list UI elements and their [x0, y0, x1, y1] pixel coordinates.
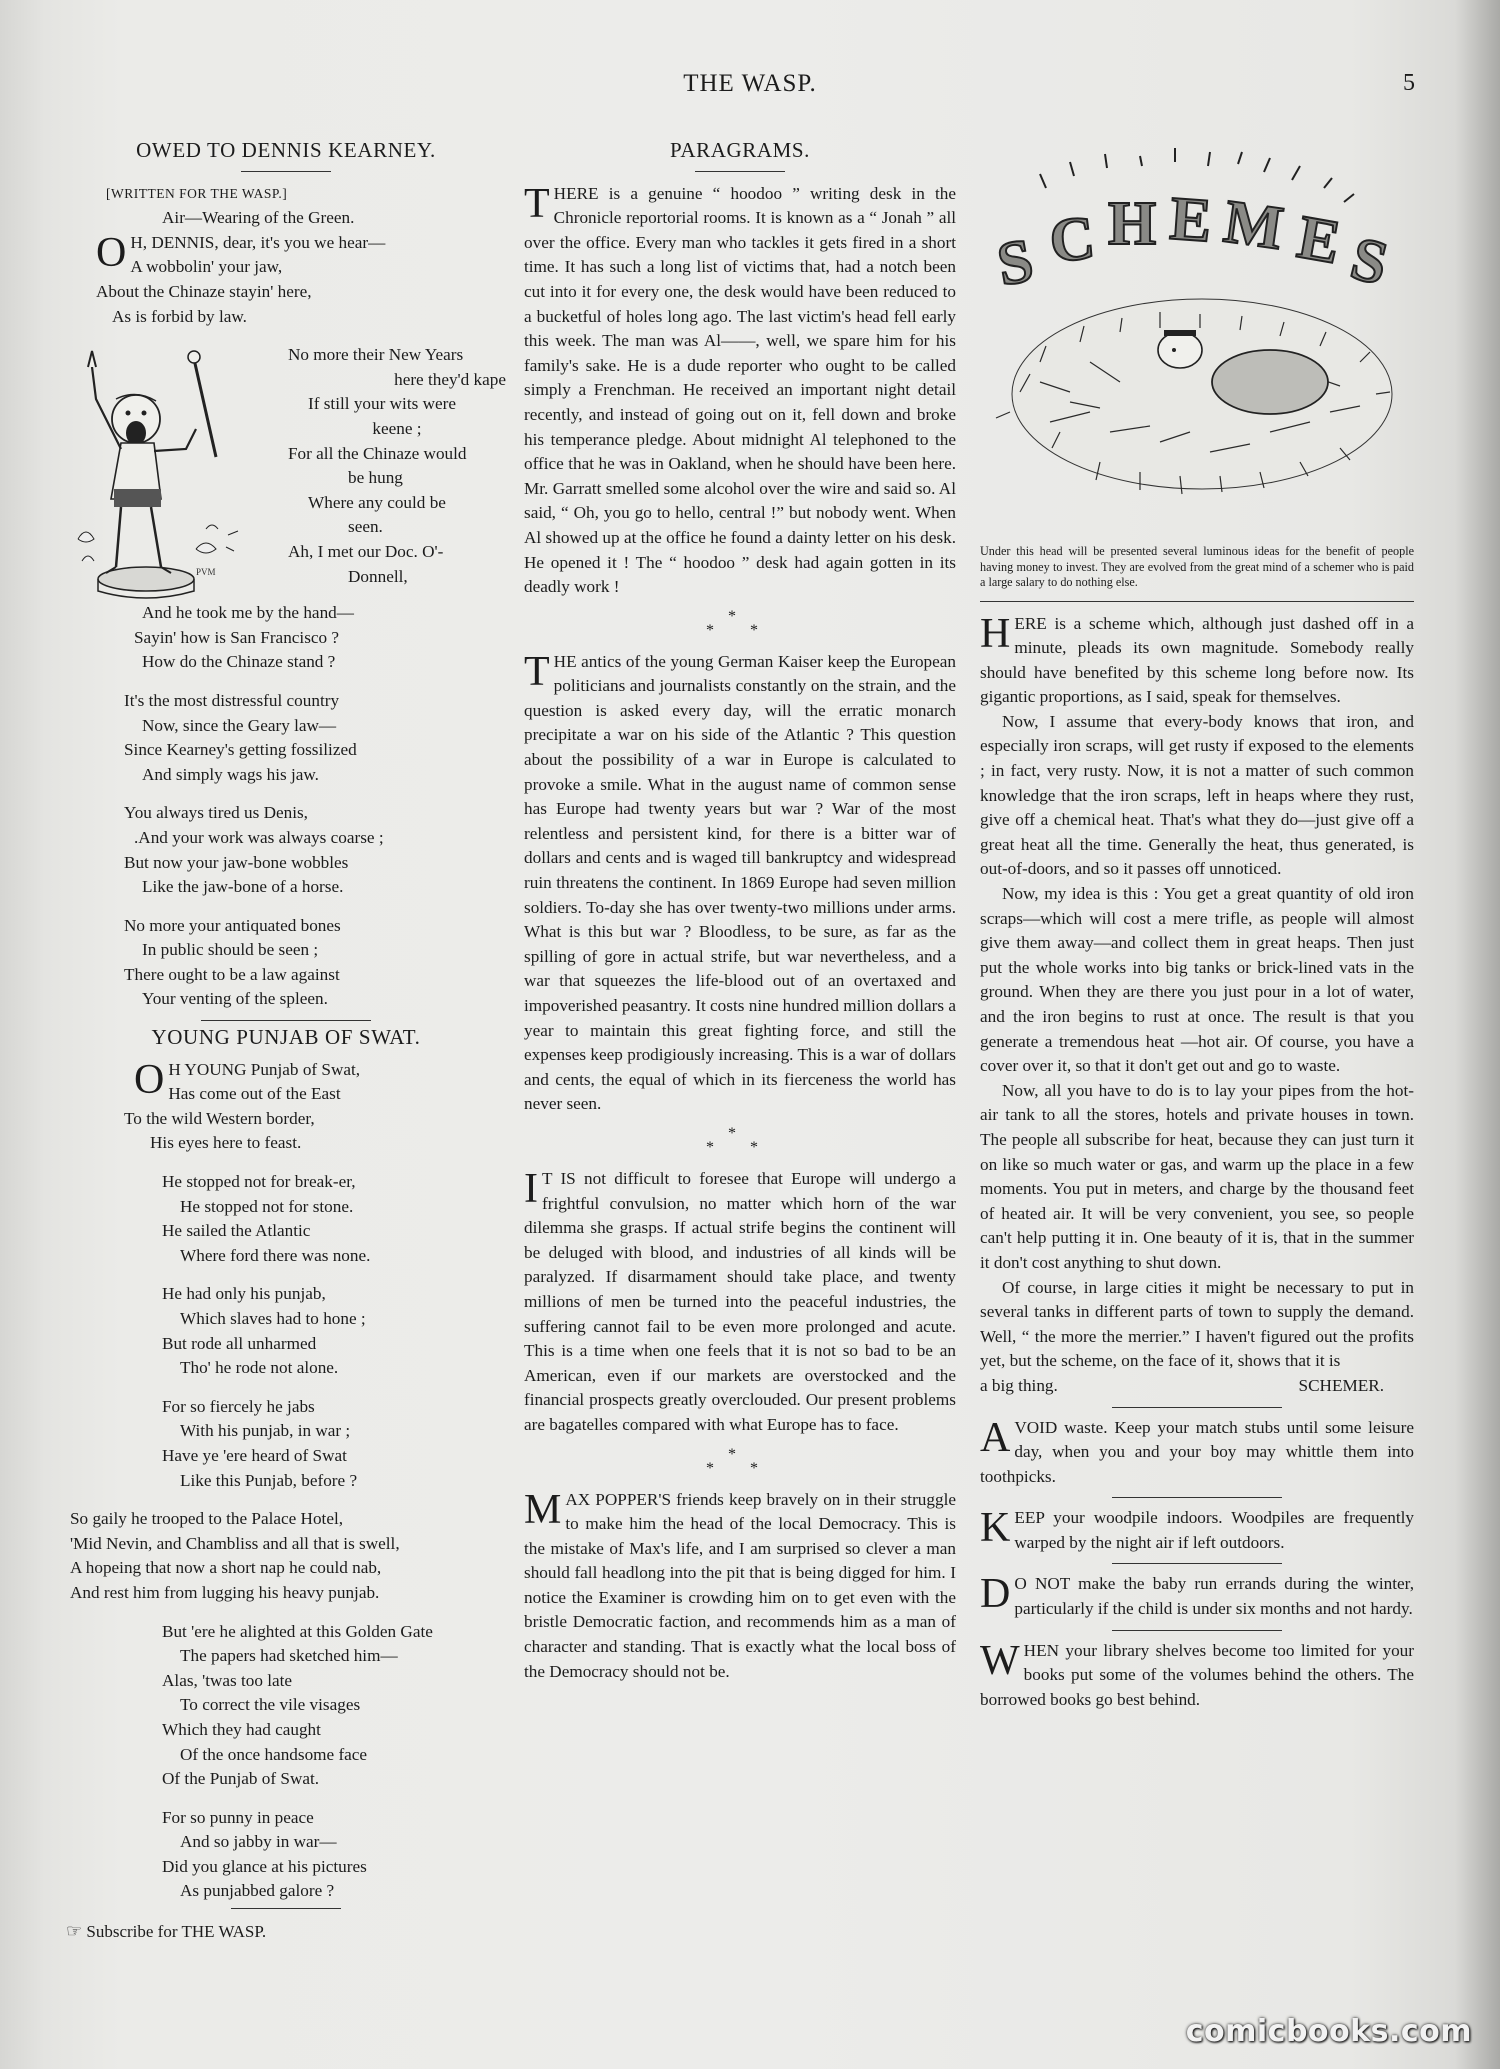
- verse-line: Of the once handsome face: [180, 1744, 368, 1764]
- illustrator-signature: PVM: [196, 567, 216, 578]
- drop-cap: M: [524, 1486, 562, 1533]
- verse-line: Tho' he rode not alone.: [180, 1358, 339, 1378]
- verse-line: Where ford there was none.: [180, 1245, 371, 1265]
- verse-line: 'Mid Nevin, and Chambliss and all that is swell,: [70, 1533, 400, 1553]
- paragraph-text: T IS not difficult to foresee that Europe will undergo a frightful convulsion, no matter which horn of the war dilemma she grasps. If actual strife begins the continent will be deluged with blood, and industries of all kinds will be paralyzed. If disarmament should take place, and twenty millions of men be turned into the peaceful industries, the suffering cannot fail to be even more prolonged and acute. This is a time when one feels that it is not so bad to be an American, even if our markets are overstocked and the financial prospects greatly overclouded. Our present problems are bagatelles compared with what Europe has to face.: [524, 1168, 956, 1434]
- poem1-beside-text: [288, 343, 506, 589]
- poem1-stanza: [124, 914, 506, 1012]
- verse-line: The papers had sketched him—: [180, 1646, 398, 1666]
- tip-paragraph: [980, 1639, 1414, 1713]
- verse-line: And so jabby in war—: [180, 1832, 337, 1852]
- verse-line: seen.: [348, 517, 383, 537]
- poem2-title: YOUNG PUNJAB OF SWAT.: [151, 1025, 421, 1050]
- drop-cap: T: [524, 648, 550, 695]
- verse-line: Sayin' how is San Francisco ?: [134, 627, 340, 647]
- verse-line: H YOUNG Punjab of Swat,: [168, 1059, 361, 1079]
- verse-line: Since Kearney's getting fossilized: [124, 740, 357, 760]
- verse-line: If still your wits were: [308, 394, 456, 414]
- verse-line: He stopped not for break-er,: [162, 1172, 356, 1192]
- verse-line: As punjabbed galore ?: [180, 1881, 335, 1901]
- tip-text: EEP your woodpile indoors. Woodpiles are frequently warped by the night air if left outdoors.: [1014, 1508, 1414, 1552]
- verse-line: For so fiercely he jabs: [162, 1396, 315, 1416]
- scheme-paragraph: Now, all you have to do is to lay your pipes from the hot-air tank to all the stores, hotels and private houses in town. The people all subscribe for heat, because they can just turn it on like so much water or gas, and warm up the place in a few moments. You put in meters, and charge by the thousand feet of heated air. It will be very convenient, you see, so people can't help putting it in. One beauty of it is, that in the summer it don't cost anything to shut down.: [980, 1080, 1414, 1272]
- verse-line: In public should be seen ;: [142, 940, 319, 960]
- column-poems: [66, 132, 506, 1945]
- scheme-paragraph: Now, my idea is this : You get a great quantity of old iron scraps—which will cost a mere trifle, as people will almost give them away—and collect them in great heaps. Then just put the whole works into big tanks or brick-lined vats in the ground. When they are there you just pour in a lot of water, and the iron begins to rust at once. The result is that you generate a tremendous heat —hot air. Of course, you have a cover over it, so that it don't get out and go to waste.: [980, 884, 1414, 1076]
- section-stars: * * *: [706, 1124, 774, 1156]
- column-schemes: [980, 132, 1414, 1720]
- section-rule: [1112, 1563, 1282, 1564]
- verse-line: Your venting of the spleen.: [142, 989, 328, 1009]
- verse-line: You always tired us Denis,: [124, 803, 308, 823]
- verse-line: To correct the vile visages: [180, 1695, 361, 1715]
- verse-line: Did you glance at his pictures: [162, 1856, 367, 1876]
- schemes-caption: Under this head will be presented several luminous ideas for the benefit of people having money to invest. They are evolved from the great mind of a schemer who is paid a large salary to do nothing else.: [980, 544, 1414, 589]
- schemes-illustration-block: [980, 132, 1414, 534]
- paragraph-text: ERE is a scheme which, although just dashed off in a minute, pleads its own magnitude. Somebody really should have benefited by this scheme long before now. Its gigantic proportions, as I said, speak for themselves.: [980, 613, 1414, 707]
- verse-line: To the wild Western border,: [124, 1108, 315, 1128]
- poem2-stanza: [162, 1395, 506, 1493]
- verse-line: Donnell,: [348, 566, 408, 586]
- section-stars: * * *: [706, 1445, 774, 1477]
- verse-line: And simply wags his jaw.: [142, 764, 319, 784]
- verse-line: There ought to be a law against: [124, 964, 340, 984]
- poem1-stanza: [124, 689, 506, 787]
- verse-line: Like this Punjab, before ?: [180, 1470, 358, 1490]
- tip-text: O NOT make the baby run errands during the winter, particularly if the child is under six months and not hardy.: [1014, 1574, 1414, 1619]
- tip-paragraph: [980, 1572, 1414, 1621]
- subscribe-footer: [66, 1919, 506, 1945]
- tip-text: HEN your library shelves become too limited for your books put some of the volumes behind the others. The borrowed books go best behind.: [980, 1640, 1414, 1709]
- section-rule: [1112, 1497, 1282, 1498]
- verse-line: It's the most distressful country: [124, 690, 340, 710]
- signature-line: [980, 1374, 1414, 1399]
- tip-text: VOID waste. Keep your match stubs until some leisure day, when you and your boy may whittle them into toothpicks.: [980, 1417, 1414, 1486]
- verse-line: keene ;: [372, 418, 422, 438]
- section-rule: [980, 601, 1414, 602]
- scheme-paragraph: [980, 612, 1414, 710]
- poem2-first-stanza: [124, 1056, 506, 1156]
- paragram-paragraph: [524, 182, 956, 600]
- subscribe-text: Subscribe for THE WASP.: [86, 1922, 267, 1942]
- drop-cap: W: [980, 1637, 1020, 1684]
- poem2-stanza: [162, 1170, 506, 1268]
- verse-line: Ah, I met our Doc. O'-: [288, 541, 444, 561]
- verse-line: No more their New Years: [288, 345, 464, 365]
- svg-text:C: C: [1046, 203, 1098, 276]
- svg-text:S: S: [1344, 224, 1395, 299]
- schemer-signature: SCHEMER.: [1298, 1375, 1384, 1395]
- tip-paragraph: [980, 1506, 1414, 1555]
- scheme-paragraph: Of course, in large cities it might be necessary to put in several tanks in different parts of town to supply the demand. Well, “ the more the merrier.” I haven't figured out the profits yet, but the scheme, on the face of it, shows that it is: [980, 1277, 1414, 1371]
- poem2-stanza: [162, 1282, 506, 1380]
- page-header: [0, 70, 1500, 106]
- paragraph-text: HE antics of the young German Kaiser keep the European politicians and journalists constantly on the strain, and the question is asked every day, will the erratic monarch precipitate a war on his side of the Atlantic ? This question about the possibility of a war in Europe is calculated to provoke a smile. What in the august name of common sense has Europe had twenty years but war ? War of the most relentless and persistent kind, for there is a bitter war of dollars and cents and is waged till bankruptcy and widespread ruin threatens the continent. In 1869 Europe had seven million soldiers. To-day she has over twenty-two millions under arms. What is this but war ? Bloodless, to be sure, as far as the spilling of gore in actual strife, but war nevertheless, and a war that squeezes the life-blood out of an overtaxed and impoverished peasantry. It costs nine hundred million dollars a year to maintain this great fighting force, and still the expenses keep prodigiously increasing. This is a war of dollars and cents, the equal of which in its fierceness the world has never seen.: [524, 651, 956, 1114]
- verse-line: Which slaves had to hone ;: [180, 1309, 366, 1328]
- paragram-paragraph: [524, 650, 956, 1117]
- verse-line: be hung: [348, 468, 403, 488]
- verse-line: With his punjab, in war ;: [180, 1421, 351, 1441]
- svg-text:E: E: [1292, 203, 1346, 278]
- verse-line: About the Chinaze stayin' here,: [96, 281, 312, 301]
- poem1-stanza: [134, 601, 506, 675]
- svg-text:M: M: [1219, 187, 1288, 264]
- verse-line: Of the Punjab of Swat.: [162, 1769, 320, 1789]
- verse-line: A hopeing that now a short nap he could nab,: [70, 1558, 382, 1578]
- poem1-title: OWED TO DENNIS KEARNEY.: [136, 138, 436, 162]
- verse-line: For all the Chinaze would: [288, 443, 467, 463]
- verse-line: No more your antiquated bones: [124, 915, 341, 935]
- verse-line: Alas, 'twas too late: [162, 1670, 293, 1690]
- drop-cap: T: [524, 180, 550, 227]
- verse-line: .And your work was always coarse ;: [134, 827, 384, 847]
- verse-line: H, DENNIS, dear, it's you we hear—: [130, 232, 386, 252]
- verse-line: And he took me by the hand—: [142, 603, 354, 623]
- poem1-first-stanza: [96, 231, 506, 329]
- drop-cap: H: [980, 610, 1011, 657]
- column-paragrams: [524, 132, 956, 1692]
- title-rule: [241, 171, 331, 172]
- verse-line: He stopped not for stone.: [180, 1196, 354, 1216]
- verse-line: His eyes here to feast.: [150, 1133, 302, 1153]
- site-watermark: comicbooks.com: [1185, 2014, 1472, 2049]
- verse-line: He had only his punjab,: [162, 1284, 326, 1304]
- verse-line: He sailed the Atlantic: [162, 1221, 311, 1241]
- drop-cap: O: [134, 1056, 165, 1103]
- verse-line: And rest him from lugging his heavy punjab.: [70, 1582, 380, 1602]
- kearney-cartoon-illustration: [66, 339, 276, 601]
- section-rule: [201, 1020, 371, 1021]
- schemes-banner-illustration: [980, 132, 1414, 532]
- poem2-stanza: [162, 1620, 506, 1792]
- verse-line: But rode all unharmed: [162, 1333, 317, 1353]
- section-stars: * * *: [706, 607, 774, 639]
- poem1-air: Air—Wearing of the Green.: [162, 208, 355, 228]
- verse-line: But 'ere he alighted at this Golden Gate: [162, 1621, 433, 1641]
- masthead-title: THE WASP.: [683, 70, 817, 97]
- verse-line: But now your jaw-bone wobbles: [124, 852, 349, 872]
- svg-text:S: S: [992, 226, 1039, 300]
- pointing-hand-icon: ☞: [66, 1921, 83, 1942]
- section-rule: [231, 1908, 341, 1909]
- verse-line: How do the Chinaze stand ?: [142, 652, 336, 672]
- closing-text: a big thing.: [980, 1375, 1058, 1395]
- poem1-note: [WRITTEN FOR THE WASP.]: [106, 185, 288, 201]
- drop-cap: K: [980, 1505, 1011, 1552]
- paragram-paragraph: [524, 1167, 956, 1438]
- verse-line: Which they had caught: [162, 1719, 321, 1739]
- dennis-kearney-illustration-block: [66, 339, 506, 601]
- section-rule: [1112, 1407, 1282, 1408]
- paragram-paragraph: [524, 1488, 956, 1685]
- drop-cap: O: [96, 229, 127, 276]
- verse-line: Have ye 'ere heard of Swat: [162, 1445, 347, 1465]
- drop-cap: D: [980, 1571, 1011, 1618]
- section-rule: [1112, 1630, 1282, 1631]
- poem2-stanza: [162, 1806, 506, 1904]
- verse-line: As is forbid by law.: [112, 306, 247, 326]
- svg-text:E: E: [1167, 184, 1214, 256]
- title-rule: [695, 171, 785, 172]
- verse-line: Has come out of the East: [168, 1084, 341, 1104]
- verse-line: Now, since the Geary law—: [142, 715, 337, 735]
- scheme-paragraph: Now, I assume that every-body knows that iron, and especially iron scraps, will get rusty if exposed to the elements ; in fact, very rusty. Now, it is not a matter of such common knowledge that the iron scraps, left in heaps where they rust, give off a chemical heat. That's what they do—just give off a great heat all the time. Generally the heat, thus generated, is out-of-doors, and so it passes off unnoticed.: [980, 711, 1414, 879]
- page-number: 5: [1403, 70, 1415, 96]
- verse-line: here they'd kape: [394, 369, 506, 389]
- drop-cap: I: [524, 1165, 538, 1212]
- verse-line: Like the jaw-bone of a horse.: [142, 877, 344, 897]
- svg-text:H: H: [1108, 190, 1157, 258]
- drop-cap: A: [980, 1414, 1011, 1461]
- paragraph-text: AX POPPER'S friends keep bravely on in their struggle to make him the head of the local Democracy. This is the mistake of Max's life, and I am surprised so clever a man should fall headlong into the pit that is being digged for him. I notice the Examiner is crowding him on to get even with the bristle Democratic faction, and recommends him as a man of character and standing. That is exactly what the local boss of the Democracy should not be.: [524, 1489, 956, 1681]
- poem1-stanza: [124, 801, 506, 899]
- verse-line: A wobbolin' your jaw,: [130, 257, 283, 277]
- verse-line: So gaily he trooped to the Palace Hotel,: [70, 1509, 344, 1529]
- paragraph-text: HERE is a genuine “ hoodoo ” writing desk in the Chronicle reportorial rooms. It is known as a “ Jonah ” all over the office. Every man who tackles it gets fired in a short time. It has such a long list of victims that, had a notch been cut into it for every one, the desk would have been reduced to a bucketful of holes long ago. The last victim's head fell early this week. The man was Al——, well, we spare him for his family's sake. He is a dude reporter who ought to be called simply a Frenchman. He received an important night detail recently, and instead of going out on it, fell down and broke his temperance pledge. About midnight Al telephoned to the office that he was in Oakland, when he should have been here. Mr. Garratt smelled some alcohol over the wire and said so. Al said, “ Oh, you go to hello, central !” but nobody went. When Al showed up at the office he found a dainty letter on his desk. He opened it ! The “ hoodoo ” desk had again gotten in its deadly work !: [524, 183, 956, 597]
- tip-paragraph: [980, 1416, 1414, 1490]
- paragrams-title: PARAGRAMS.: [669, 138, 811, 162]
- poem2-stanza: [70, 1507, 506, 1605]
- verse-line: Where any could be: [308, 492, 446, 512]
- verse-line: For so punny in peace: [162, 1807, 314, 1827]
